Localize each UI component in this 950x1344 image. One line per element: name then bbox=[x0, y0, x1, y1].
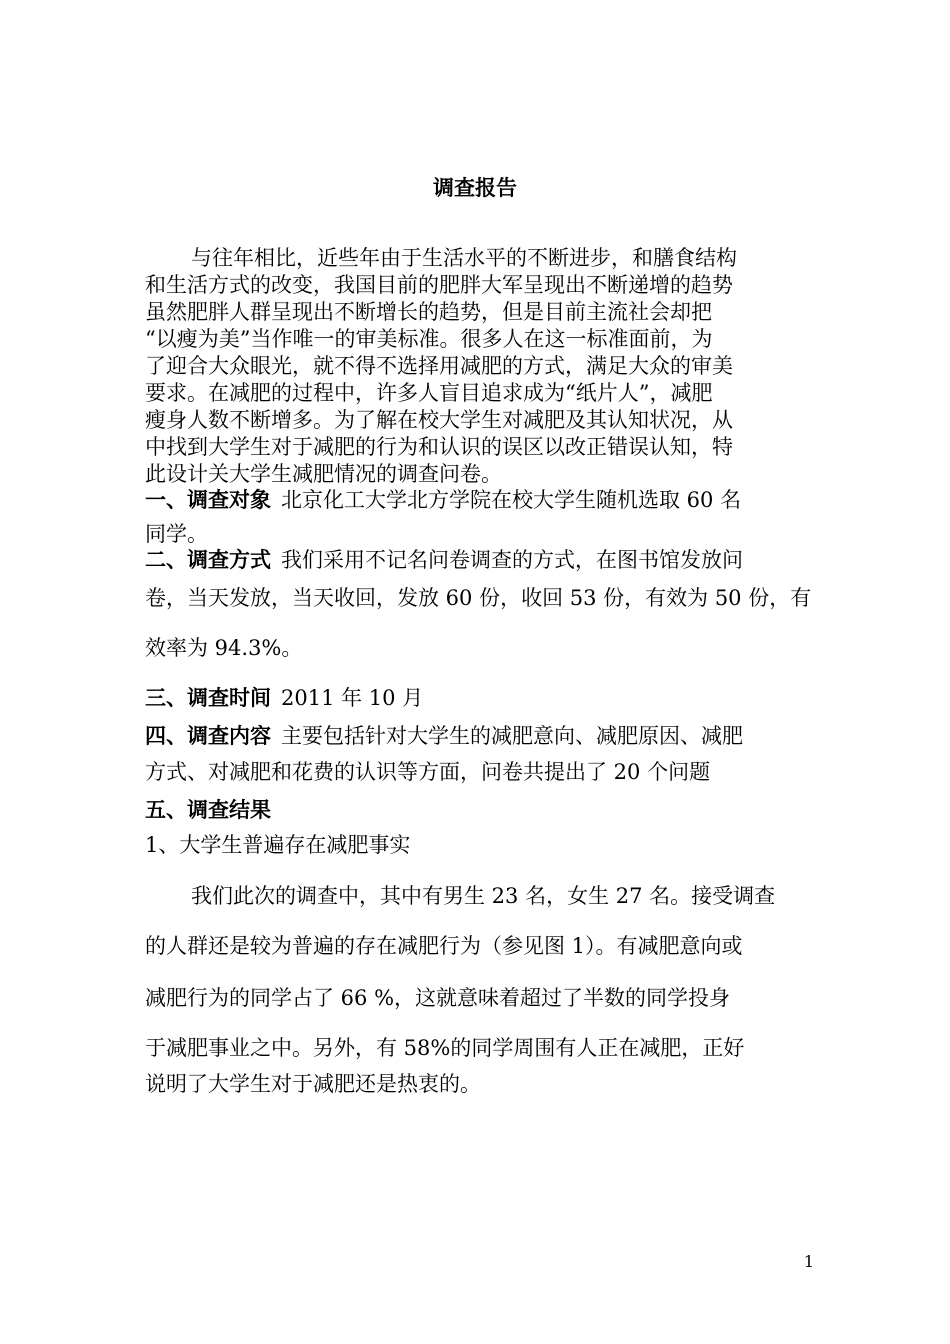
intro-line: 中找到大学生对于减肥的行为和认识的误区以改正错误认知，特 bbox=[145, 435, 733, 459]
intro-line: 瘦身人数不断增多。为了解在校大学生对减肥及其认知状况，从 bbox=[145, 408, 733, 432]
section-method-line: 卷，当天发放，当天收回，发放 60 份，收回 53 份，有效为 50 份，有 bbox=[145, 586, 812, 610]
intro-line: 虽然肥胖人群呈现出不断增长的趋势，但是目前主流社会却把 bbox=[145, 300, 712, 324]
section-results-subheading: 1、大学生普遍存在减肥事实 bbox=[145, 833, 411, 857]
section-time-heading: 三、调查时间 bbox=[145, 686, 271, 710]
results-line: 于减肥事业之中。另外，有 58%的同学周围有人正在减肥，正好 bbox=[145, 1036, 745, 1060]
section-results-heading: 五、调查结果 bbox=[145, 798, 271, 822]
results-line: 减肥行为的同学占了 66 %，这就意味着超过了半数的同学投身 bbox=[145, 986, 731, 1010]
section-time bbox=[145, 684, 809, 712]
intro-line: 与往年相比，近些年由于生活水平的不断进步，和膳食结构 bbox=[191, 246, 737, 270]
section-object-continuation: 同学。 bbox=[145, 522, 208, 546]
section-content-heading: 四、调查内容 bbox=[145, 724, 271, 748]
section-content-text: 主要包括针对大学生的减肥意向、减肥原因、减肥 bbox=[281, 724, 743, 748]
section-method-heading: 二、调查方式 bbox=[145, 548, 271, 572]
intro-line: 和生活方式的改变，我国目前的肥胖大军呈现出不断递增的趋势 bbox=[145, 273, 733, 297]
section-object-text: 北京化工大学北方学院在校大学生随机选取 60 名 bbox=[281, 488, 742, 512]
section-object bbox=[145, 486, 809, 514]
results-line: 的人群还是较为普遍的存在减肥行为（参见图 1）。有减肥意向或 bbox=[145, 934, 743, 958]
intro-line: 此设计关大学生减肥情况的调查问卷。 bbox=[145, 462, 502, 486]
page-number: 1 bbox=[803, 1252, 814, 1271]
section-object-heading: 一、调查对象 bbox=[145, 488, 271, 512]
section-content bbox=[145, 722, 809, 750]
section-content-line: 方式、对减肥和花费的认识等方面，问卷共提出了 20 个问题 bbox=[145, 760, 711, 784]
section-method-text: 我们采用不记名问卷调查的方式，在图书馆发放问 bbox=[281, 548, 743, 572]
section-method bbox=[145, 546, 809, 574]
results-line: 我们此次的调查中，其中有男生 23 名，女生 27 名。接受调查 bbox=[191, 884, 776, 908]
intro-line: “以瘦为美”当作唯一的审美标准。很多人在这一标准面前，为 bbox=[145, 327, 713, 351]
intro-paragraph bbox=[145, 245, 809, 488]
intro-line: 了迎合大众眼光，就不得不选择用减肥的方式，满足大众的审美 bbox=[145, 354, 733, 378]
section-method-line: 效率为 94.3%。 bbox=[145, 636, 303, 660]
report-title: 调查报告 bbox=[433, 176, 517, 200]
section-time-text: 2011 年 10 月 bbox=[281, 686, 424, 710]
intro-line: 要求。在减肥的过程中，许多人盲目追求成为“纸片人”，减肥 bbox=[145, 381, 713, 405]
results-line: 说明了大学生对于减肥还是热衷的。 bbox=[145, 1072, 481, 1096]
